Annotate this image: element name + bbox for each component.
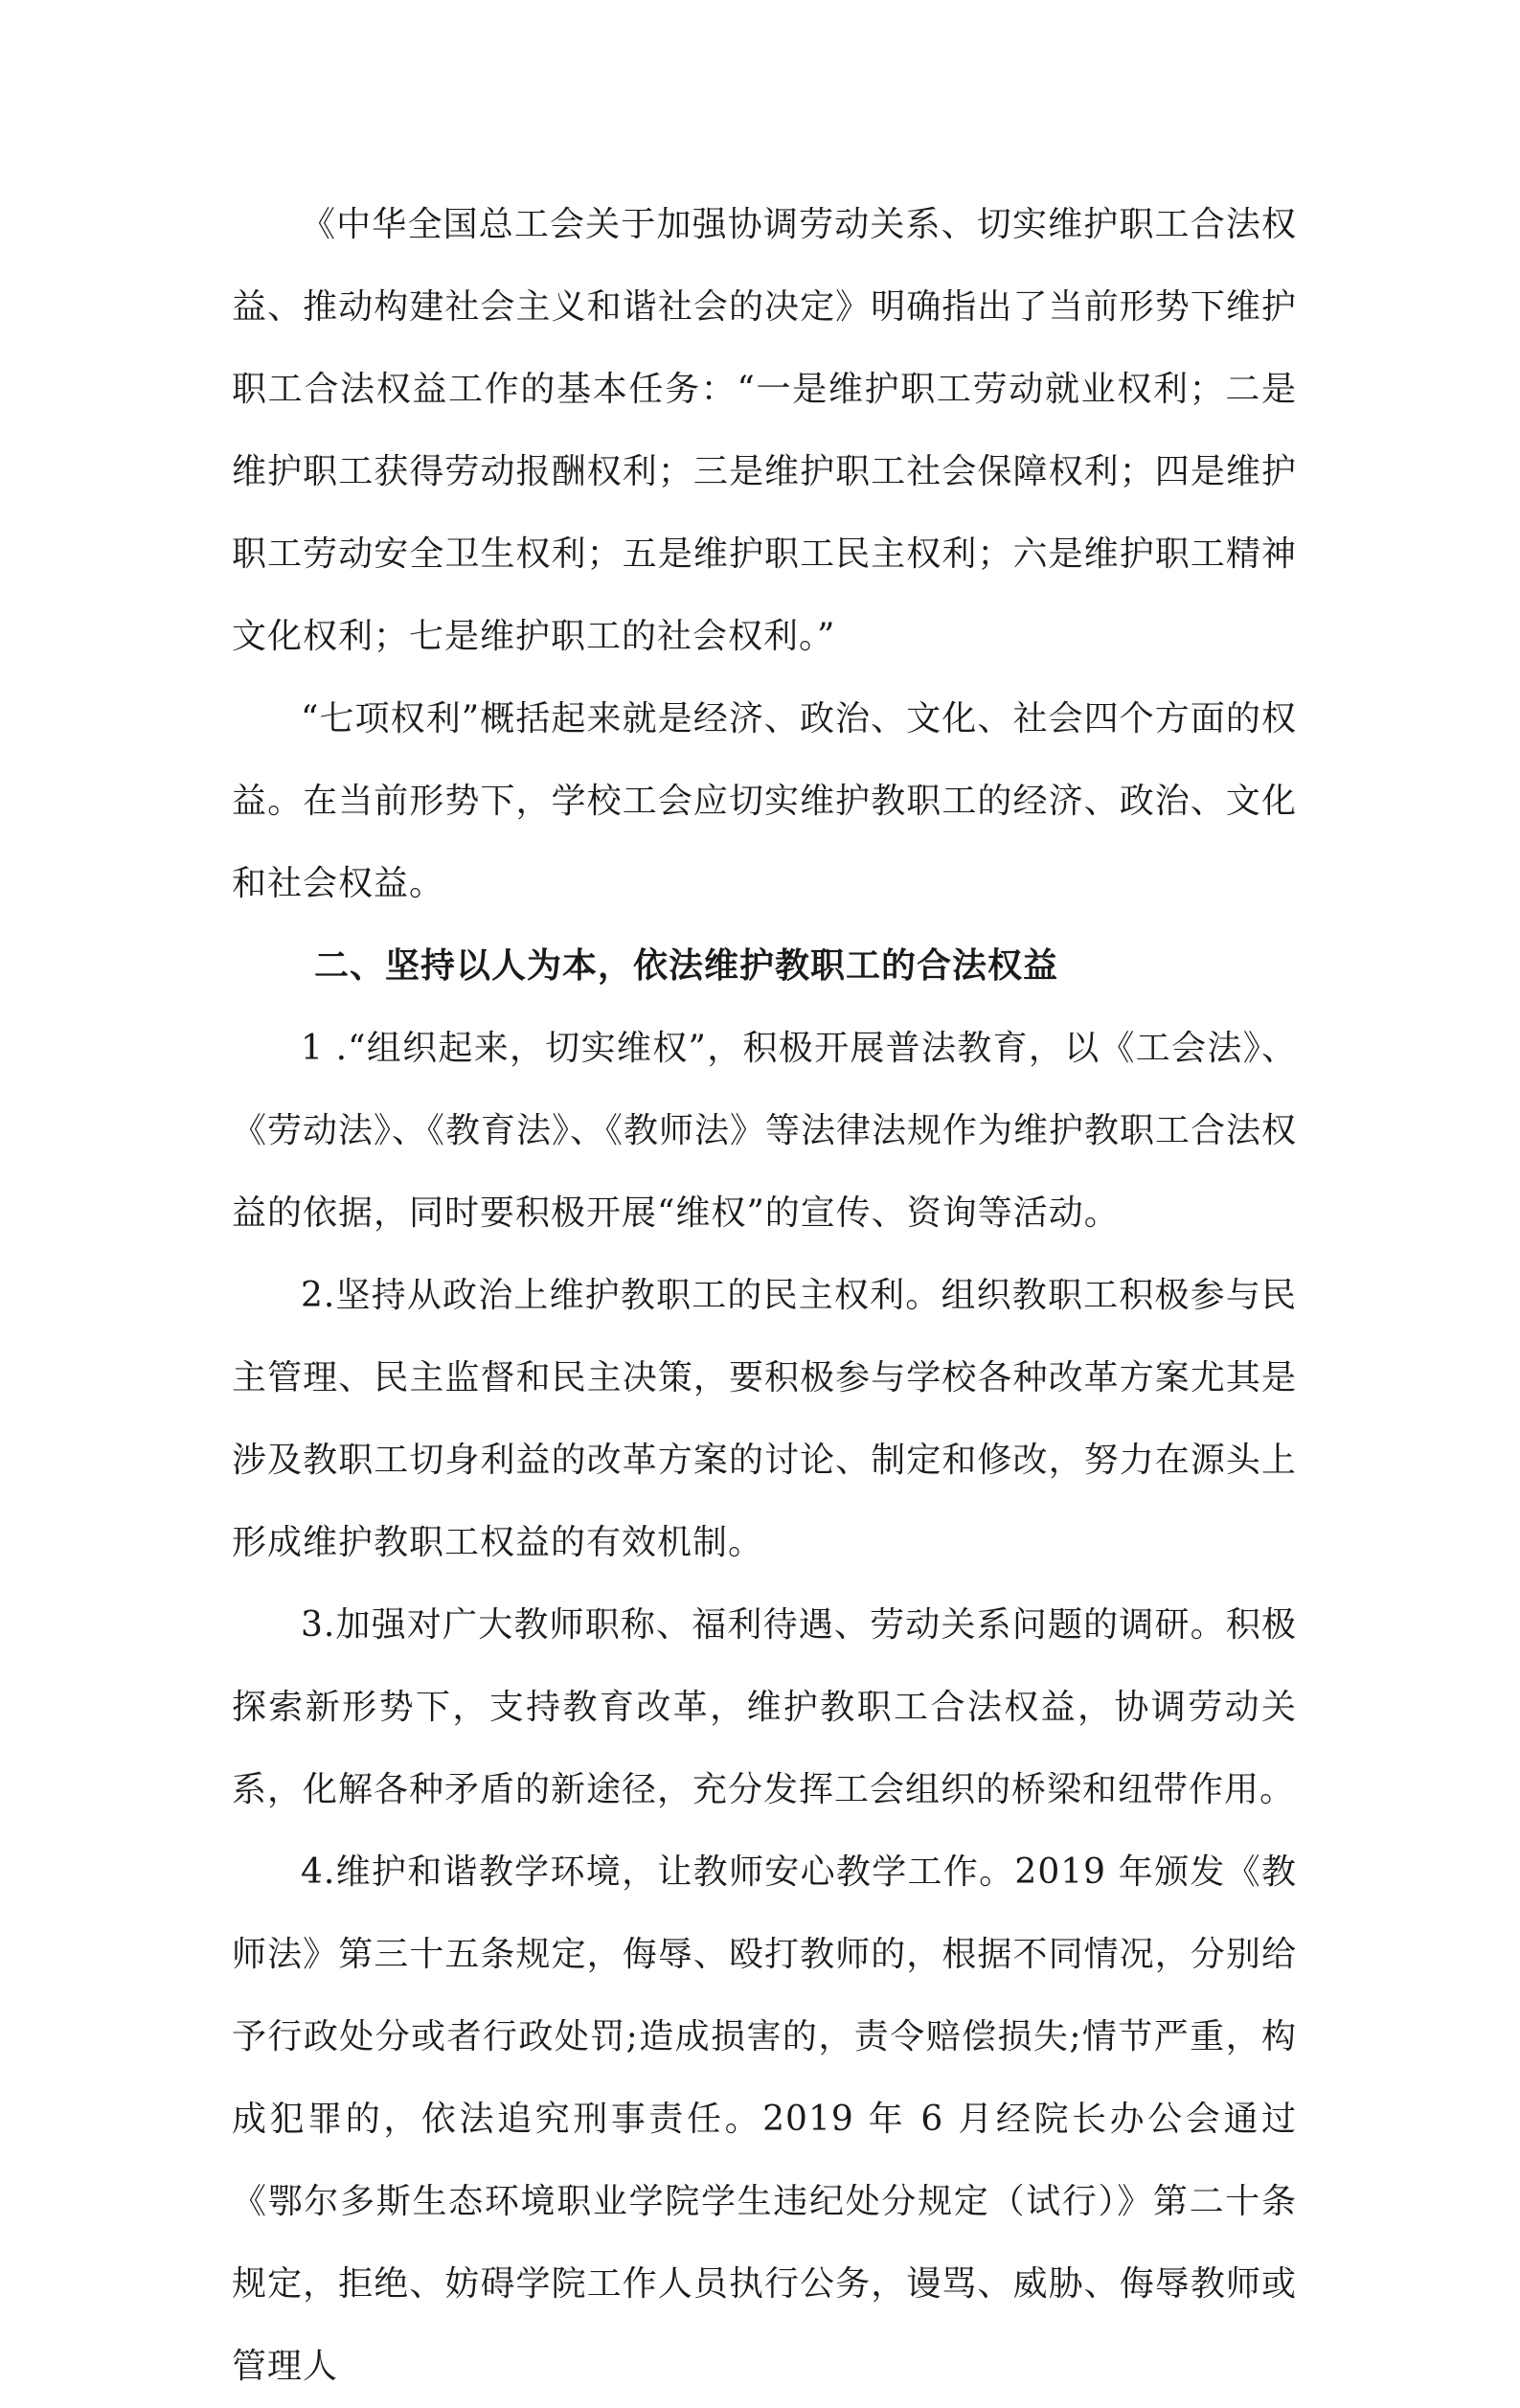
list-item-1: 1 .“组织起来，切实维权”，积极开展普法教育，以《工会法》、《劳动法》、《教育法》、《教师法》等法律法规作为维护教职工合法权益的依据，同时要积极开展“维权”的宣传、资询等活动。 xyxy=(232,1029,1298,1233)
list-item-4: 4.维护和谐教学环境，让教师安心教学工作。2019 年颁发《教师法》第三十五条规定，侮辱、殴打教师的，根据不同情况，分别给予行政处分或者行政处罚;造成损害的，责令赔偿损失;情节严重，构成犯罪的，依法追究刑事责任。2019 年 6 月经院长办公会通过《鄂尔多斯生态环境职业学院学生违纪处分规定（试行）》第二十条规定，拒绝、妨碍学院工作人员执行公务，谩骂、威胁、侮辱教师或管理人 xyxy=(232,1852,1297,2386)
paragraph-seven-rights: “七项权利”概括起来就是经济、政治、文化、社会四个方面的权益。在当前形势下，学校工会应切实维护教职工的经济、政治、文化和社会权益。 xyxy=(232,699,1297,903)
list-item-3: 3.加强对广大教师职称、福利待遇、劳动关系问题的调研。积极探索新形势下，支持教育改革，维护教职工合法权益，协调劳动关系，化解各种矛盾的新途径，充分发挥工会组织的桥梁和纽带作用。 xyxy=(232,1605,1297,1809)
document-body xyxy=(232,184,1297,2408)
list-item-2: 2.坚持从政治上维护教职工的民主权利。组织教职工积极参与民主管理、民主监督和民主决策，要积极参与学校各种改革方案尤其是涉及教职工切身利益的改革方案的讨论、制定和修改，努力在源头上形成维护教职工权益的有效机制。 xyxy=(232,1276,1297,1562)
paragraph-union-decision: 《中华全国总工会关于加强协调劳动关系、切实维护职工合法权益、推动构建社会主义和谐社会的决定》明确指出了当前形势下维护职工合法权益工作的基本任务：“一是维护职工劳动就业权利；二是维护职工获得劳动报酬权利；三是维护职工社会保障权利；四是维护职工劳动安全卫生权利；五是维护职工民主权利；六是维护职工精神文化权利；七是维护职工的社会权利。” xyxy=(232,205,1297,656)
section-heading: 二、坚持以人为本，依法维护教职工的合法权益 xyxy=(314,946,1059,986)
